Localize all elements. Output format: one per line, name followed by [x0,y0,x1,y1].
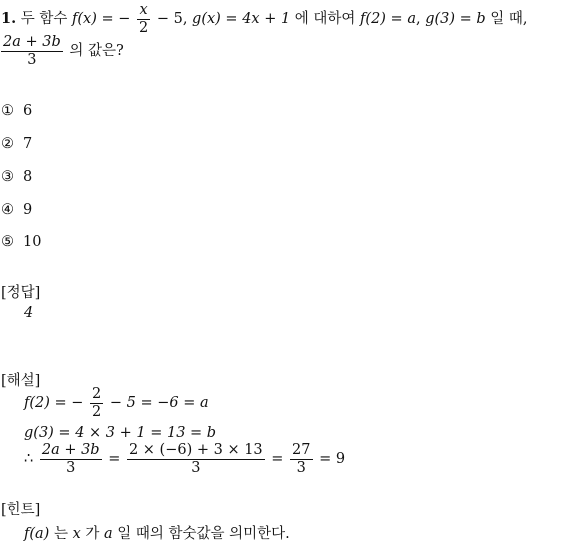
problem-text-mid: 에 대하여 [294,11,356,28]
answer-value: 4 [24,305,34,321]
f-definition-right: − 5, [156,11,188,28]
g3-equals-b: g(3) = b [425,11,486,28]
solution-line-3 [24,442,345,476]
solution-l3-fraction-3 [290,442,312,476]
g-definition: g(x) = 4x + 1 [192,11,291,28]
option-marker: ④ [1,202,14,218]
solution-l3-eq2: = [271,451,284,468]
solution-l3-f2-denominator: 3 [191,459,201,476]
f-fraction-denominator: 2 [139,19,149,36]
option-3[interactable] [1,169,32,185]
problem-text-end: 일 때, [490,11,528,28]
option-marker: ③ [1,169,14,185]
solution-l3-f1-numerator: 2a + 3b [41,442,100,458]
hint-fa: f(a) [24,526,50,542]
solution-l1-numerator: 2 [92,386,102,402]
hint-text [24,522,290,543]
therefore-symbol: ∴ [24,451,34,468]
solution-l1-right: − 5 = −6 = a [109,395,209,412]
option-marker: ② [1,136,14,152]
solution-l3-f3-numerator: 27 [292,442,311,458]
option-marker: ① [1,103,14,119]
hint-a: a [103,526,113,542]
problem-text-suffix: 의 값은? [69,43,124,60]
solution-heading: [해설] [1,373,41,389]
option-1[interactable] [1,103,32,119]
question-fraction-numerator: 2a + 3b [3,34,61,50]
question-fraction-denominator: 3 [27,51,37,68]
f-definition-left: f(x) = − [72,11,131,28]
hint-t1: 는 [53,526,68,542]
hint-t3: 일 때의 함숫값을 의미한다. [117,526,290,542]
hint-x: x [72,526,81,542]
solution-line-2: g(3) = 4 × 3 + 1 = 13 = b [24,425,217,441]
option-value: 6 [23,103,33,119]
solution-l3-eq1: = [108,451,121,468]
question-fraction [1,34,63,68]
solution-l1-left: f(2) = − [24,395,84,412]
option-value: 10 [23,234,42,250]
f2-equals-a: f(2) = a [360,11,416,28]
solution-l3-f1-denominator: 3 [66,459,76,476]
comma: , [415,11,421,28]
f-fraction-numerator: x [137,2,150,20]
problem-text-prefix: 두 함수 [20,11,68,28]
option-value: 7 [23,136,33,152]
solution-l3-fraction-1 [40,442,102,476]
option-marker: ⑤ [1,234,14,250]
option-5[interactable] [1,234,41,250]
solution-l3-f3-denominator: 3 [296,459,306,476]
answer-heading: [정답] [1,285,41,301]
option-value: 9 [23,202,33,218]
problem-number: 1. [1,10,17,28]
solution-l1-denominator: 2 [92,403,102,420]
hint-heading: [힌트] [1,502,41,518]
solution-l3-result: = 9 [319,451,346,468]
option-2[interactable] [1,136,32,152]
solution-line-1 [24,386,209,420]
problem-line-1 [1,2,528,36]
hint-t2: 가 [85,526,100,542]
solution-l3-fraction-2 [127,442,265,476]
solution-l1-fraction [90,386,103,420]
option-4[interactable] [1,202,32,218]
f-definition-fraction [137,2,150,36]
solution-l3-f2-numerator: 2 × (−6) + 3 × 13 [128,442,263,458]
option-value: 8 [23,169,33,185]
problem-line-2 [1,34,124,68]
